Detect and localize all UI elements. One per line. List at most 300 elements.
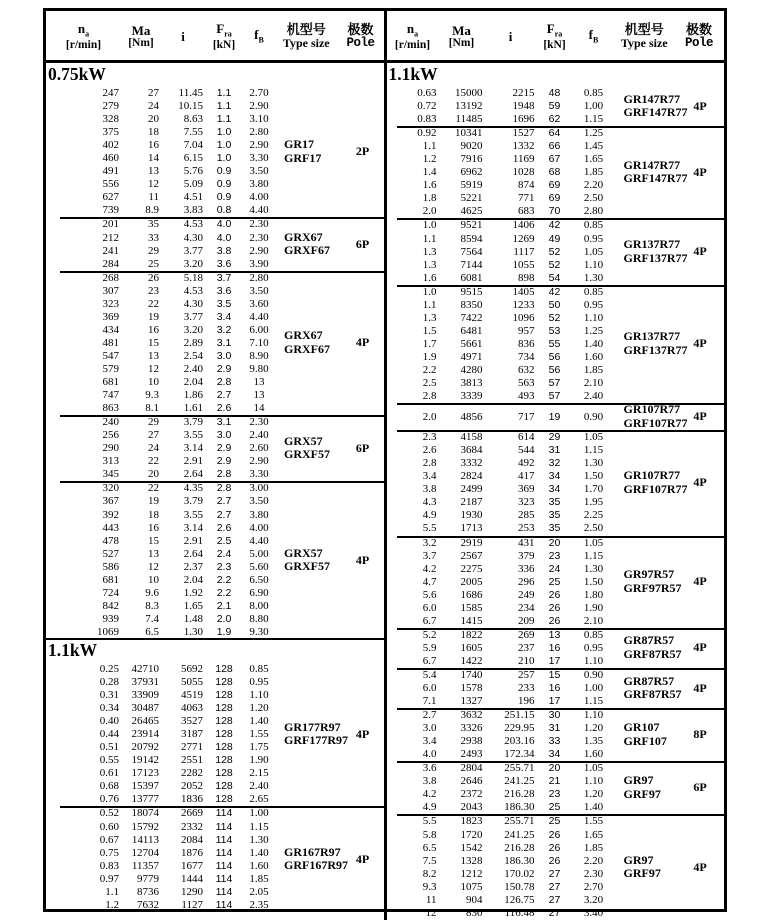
speed-value: 320 [102,482,119,495]
service-factor-value: 1.85 [583,363,604,376]
table-header-right [387,11,725,60]
ratio-value: 2771 [181,741,203,754]
speed-value: 1.0 [422,219,437,232]
ratio-value: 544 [518,444,535,457]
pole-badge: 4P [693,164,707,179]
type-size-line: GRF167R97 [284,858,348,873]
spec-row [46,232,275,245]
spec-row [46,337,275,350]
spec-row [46,509,275,522]
column-header-radial-force: $F_{ra}$ [kN] [212,20,236,51]
speed-value: 279 [102,100,119,113]
service-factor-value: 0.95 [249,676,269,689]
service-factor-value: 9.80 [249,362,269,375]
torque-value: 17123 [131,767,159,780]
ratio-value: 957 [518,324,535,337]
torque-value: 5661 [460,337,483,350]
radial-force-value: 2.7 [216,389,232,402]
service-factor-value: 0.85 [583,628,604,641]
torque-value: 1422 [460,654,483,667]
speed-value: 1069 [97,625,119,638]
spec-row [46,767,275,780]
spec-section [387,814,725,919]
service-factor-value: 1.60 [583,350,604,363]
ratio-value: 5.09 [183,178,203,191]
torque-value: 8594 [460,232,483,245]
spec-row [387,894,615,907]
speed-value: 4.0 [422,748,437,761]
service-factor-value: 1.85 [249,872,269,885]
radial-force-value: 24 [548,562,561,575]
speed-value: 12 [425,906,437,919]
radial-force-value: 4.0 [216,231,232,244]
spec-row [46,561,275,574]
service-factor-value: 1.20 [583,722,604,735]
service-factor-value: 13 [253,389,265,402]
radial-force-value: 1.0 [216,152,232,165]
service-factor-value: 3.50 [249,165,269,178]
ratio-value: 5.18 [183,271,203,284]
spec-row [46,663,275,676]
pole-badge: 4P [355,726,370,741]
spec-row [387,351,615,364]
speed-value: 0.63 [417,87,437,99]
spec-row [46,100,275,113]
service-factor-value: 4.40 [249,310,269,323]
speed-value: 328 [102,113,119,126]
service-factor-value: 1.10 [583,775,604,788]
radial-force-value: 16 [548,682,561,695]
radial-force-value: 1.0 [216,139,232,152]
speed-value: 0.34 [99,702,119,715]
spec-section [46,481,384,639]
torque-value: 7632 [137,898,159,911]
spec-row [387,522,615,535]
speed-value: 375 [102,126,119,139]
torque-value: 2275 [460,562,483,575]
ratio-value: 3.20 [183,323,203,336]
ratio-value: 323 [518,496,535,509]
torque-value: 4158 [460,431,483,444]
torque-value: 13 [148,547,159,560]
torque-value: 9020 [460,140,483,153]
ratio-value: 431 [518,536,535,549]
radial-force-value: 23 [548,788,561,801]
spec-row [46,218,275,231]
radial-force-value: 66 [548,140,561,153]
torque-value: 8.9 [145,204,159,217]
speed-value: 3.8 [422,483,437,496]
type-size-line: GR147R77 [623,157,681,172]
spec-section [46,662,384,807]
spec-row [387,286,615,299]
spec-row [46,429,275,442]
ratio-value: 369 [518,483,535,496]
torque-value: 4971 [460,350,483,363]
column-header-ratio: i [181,28,185,44]
radial-force-value: 114 [215,820,233,833]
type-size-label [623,285,688,403]
pole-badge: 4P [693,475,707,490]
ratio-value: 1.92 [183,586,203,599]
service-factor-value: 1.35 [583,735,604,748]
service-factor-value: 1.60 [249,859,269,872]
service-factor-value: 0.90 [583,668,604,681]
ratio-value: 836 [518,337,535,350]
ratio-value: 4.30 [183,231,203,244]
radial-force-value: 27 [548,867,561,880]
torque-value: 26465 [131,715,159,728]
torque-value: 16 [148,139,159,152]
service-factor-value: 1.05 [583,762,604,775]
torque-value: 2372 [460,788,483,801]
ratio-value: 3.55 [183,429,203,442]
service-factor-value: 1.10 [583,654,604,667]
service-factor-value: 2.10 [583,614,604,627]
torque-value: 18 [148,508,159,521]
spec-row [46,689,275,702]
service-factor-value: 2.90 [249,455,269,468]
service-factor-value: 1.20 [249,702,269,715]
radial-force-value: 2.7 [216,508,232,521]
radial-force-value: 114 [215,898,233,911]
spec-row [387,748,615,761]
torque-value: 33909 [131,689,159,702]
torque-value: 18074 [131,807,159,820]
service-factor-value: 2.80 [583,205,604,218]
speed-value: 0.97 [99,872,119,885]
torque-value: 6962 [460,166,483,179]
spec-row [46,468,275,481]
radial-force-value: 2.3 [216,560,232,573]
ratio-value: 209 [518,614,535,627]
spec-row [46,311,275,324]
radial-force-value: 114 [215,872,233,885]
service-factor-value: 1.40 [249,846,269,859]
type-size-line: GRF137R77 [623,250,688,265]
spec-row [46,324,275,337]
type-size-line: GRF137R77 [623,342,688,357]
ratio-value: 216.28 [504,788,535,801]
torque-value: 20 [148,113,159,126]
spec-rows [387,761,615,814]
speed-value: 5.9 [422,641,437,654]
torque-value: 1930 [460,509,483,522]
torque-value: 24 [148,442,159,455]
ratio-value: 734 [518,350,535,363]
radial-force-value: 3.6 [216,257,232,270]
ratio-value: 874 [518,179,535,192]
ratio-value: 2.37 [183,560,203,573]
spec-row [387,299,615,312]
spec-row [46,87,275,100]
speed-value: 627 [102,191,119,204]
service-factor-value: 1.15 [583,549,604,562]
spec-row [46,715,275,728]
ratio-value: 632 [518,363,535,376]
radial-force-value: 114 [215,846,233,859]
type-size-line: GR17 [284,137,314,152]
radial-force-value: 30 [548,709,561,722]
torque-value: 1415 [460,614,483,627]
service-factor-value: 2.05 [249,885,269,898]
ratio-value: 1117 [513,245,535,258]
torque-value: 22 [148,455,159,468]
service-factor-value: 3.80 [249,508,269,521]
type-size-line: GR87R57 [623,673,675,688]
ratio-value: 2669 [181,807,203,820]
ratio-value: 3527 [181,715,203,728]
spec-section [387,536,725,628]
power-rating-header: 1.1kW [46,639,384,662]
spec-section [387,628,725,668]
torque-value: 2646 [460,775,483,788]
ratio-value: 2.64 [183,547,203,560]
radial-force-value: 57 [548,377,561,390]
radial-force-value: 114 [215,859,233,872]
service-factor-value: 3.00 [249,482,269,495]
radial-force-value: 2.4 [216,547,232,560]
speed-value: 5.6 [422,588,437,601]
spec-row [387,537,615,550]
spec-row [387,563,615,576]
radial-force-value: 52 [548,258,561,271]
service-factor-value: 1.25 [583,127,604,140]
torque-value: 3339 [460,390,483,403]
ratio-value: 4.53 [183,284,203,297]
spec-section [387,218,725,284]
speed-value: 0.92 [417,127,437,140]
speed-value: 4.9 [422,509,437,522]
type-size-line: GRX67 [284,229,323,244]
ratio-value: 1290 [181,885,203,898]
ratio-value: 683 [518,205,535,218]
pole-badge: 4P [355,552,370,567]
service-factor-value: 0.85 [583,87,604,99]
torque-value: 1686 [460,588,483,601]
spec-row [46,873,275,886]
ratio-value: 8.63 [183,113,203,126]
speed-value: 2.0 [422,205,437,218]
type-size-line: GRF87R57 [623,646,682,661]
speed-value: 3.4 [422,735,437,748]
ratio-value: 241.25 [504,775,535,788]
speed-value: 369 [102,310,119,323]
type-size-label [284,662,348,807]
speed-value: 586 [102,560,119,573]
speed-value: 1.1 [422,298,437,311]
spec-section [387,126,725,218]
spec-row [46,574,275,587]
ratio-value: 3.55 [183,508,203,521]
torque-value: 1720 [460,828,483,841]
ratio-value: 2.40 [183,362,203,375]
torque-value: 18 [148,126,159,139]
service-factor-value: 2.50 [583,192,604,205]
radial-force-value: 29 [548,431,561,444]
torque-value: 9521 [460,219,483,232]
service-factor-value: 1.75 [249,741,269,754]
column-header-pole: 极数 Pole [684,22,713,50]
service-factor-value: 4.00 [249,191,269,204]
spec-row [387,205,615,218]
radial-force-value: 3.7 [216,271,232,284]
ratio-value: 253 [518,522,535,535]
radial-force-value: 64 [548,127,561,140]
radial-force-value: 20 [548,536,561,549]
radial-force-value: 27 [548,880,561,893]
spec-row [46,728,275,741]
radial-force-value: 42 [548,285,561,298]
spec-row [46,455,275,468]
radial-force-value: 128 [215,754,233,767]
service-factor-value: 2.50 [583,522,604,535]
ratio-value: 771 [518,192,535,205]
speed-value: 556 [102,178,119,191]
speed-value: 268 [102,271,119,284]
spec-row [46,886,275,899]
radial-force-value: 1.1 [216,113,232,126]
spec-row [46,754,275,767]
speed-value: 0.55 [99,754,119,767]
speed-value: 0.40 [99,715,119,728]
radial-force-value: 70 [548,205,561,218]
service-factor-value: 1.50 [583,470,604,483]
spec-row [387,192,615,205]
spec-row [387,735,615,748]
ratio-value: 216.28 [504,841,535,854]
spec-row [46,495,275,508]
type-size-label [284,481,342,639]
spec-row [387,496,615,509]
spec-row [387,682,615,695]
spec-rows [46,271,275,416]
ratio-value: 2052 [181,780,203,793]
torque-value: 11357 [131,859,159,872]
torque-value: 20 [148,468,159,481]
service-factor-value: 1.30 [583,562,604,575]
radial-force-value: 3.0 [216,349,232,362]
speed-value: 0.68 [99,780,119,793]
spec-row [387,615,615,628]
torque-value: 13777 [131,793,159,806]
service-factor-value: 7.10 [249,336,269,349]
speed-value: 0.61 [99,767,119,780]
ratio-value: 255.71 [504,815,535,828]
spec-row [387,855,615,868]
service-factor-value: 14 [253,402,265,415]
radial-force-value: 27 [548,893,561,906]
ratio-value: 3187 [181,728,203,741]
service-factor-value: 1.05 [583,431,604,444]
radial-force-value: 1.1 [216,100,232,113]
spec-row [387,272,615,285]
pole-badge: 4P [693,859,707,874]
spec-row [46,482,275,495]
service-factor-value: 1.40 [249,715,269,728]
speed-value: 460 [102,152,119,165]
speed-value: 313 [102,455,119,468]
service-factor-value: 2.80 [249,271,269,284]
service-factor-value: 3.40 [583,906,604,919]
radial-force-value: 69 [548,179,561,192]
service-factor-value: 3.50 [249,284,269,297]
radial-force-value: 2.8 [216,468,232,481]
speed-value: 491 [102,165,119,178]
speed-value: 6.0 [422,682,437,695]
ratio-value: 493 [518,390,535,403]
ratio-value: 2.64 [183,468,203,481]
ratio-value: 1444 [181,872,203,885]
speed-value: 7.5 [422,854,437,867]
spec-row [387,829,615,842]
ratio-value: 7.04 [183,139,203,152]
radial-force-value: 128 [215,662,233,675]
speed-value: 6.7 [422,614,437,627]
radial-force-value: 49 [548,232,561,245]
spec-rows [46,806,275,911]
torque-value: 6081 [460,271,483,284]
spec-section [387,285,725,403]
speed-value: 4.7 [422,575,437,588]
spec-section [46,415,384,481]
speed-value: 1.1 [422,140,437,153]
speed-value: 2.5 [422,377,437,390]
torque-value: 830 [466,906,483,919]
service-factor-value: 1.60 [583,748,604,761]
torque-value: 27 [148,87,159,99]
spec-rows [46,86,275,217]
torque-value: 23 [148,284,159,297]
service-factor-value: 0.90 [583,410,604,423]
torque-value: 3684 [460,444,483,457]
pole-badge: 6P [693,780,707,795]
radial-force-value: 55 [548,337,561,350]
spec-row [387,550,615,563]
service-factor-value: 2.80 [249,126,269,139]
radial-force-value: 2.2 [216,573,232,586]
ratio-value: 2215 [512,87,535,99]
speed-value: 5.2 [422,628,437,641]
spec-row [387,127,615,140]
type-size-label [623,126,688,218]
ratio-value: 4.51 [183,191,203,204]
spec-rows [46,217,275,270]
torque-value: 19 [148,310,159,323]
radial-force-value: 56 [548,350,561,363]
speed-value: 1.3 [422,258,437,271]
spec-row [46,389,275,402]
radial-force-value: 34 [548,470,561,483]
spec-row [46,780,275,793]
type-size-label [623,86,688,126]
radial-force-value: 114 [215,807,233,820]
radial-force-value: 53 [548,324,561,337]
speed-value: 0.83 [417,113,437,126]
type-size-line: GRF87R57 [623,687,682,702]
type-size-line: GR97 [623,773,654,788]
radial-force-value: 1.1 [216,87,232,99]
ratio-value: 3.14 [183,521,203,534]
radial-force-value: 26 [548,614,561,627]
ratio-value: 3.20 [183,257,203,270]
service-factor-value: 3.90 [249,257,269,270]
spec-row [387,312,615,325]
spec-row [387,842,615,855]
ratio-value: 257 [518,668,535,681]
ratio-value: 1028 [512,166,535,179]
spec-section [387,86,725,126]
